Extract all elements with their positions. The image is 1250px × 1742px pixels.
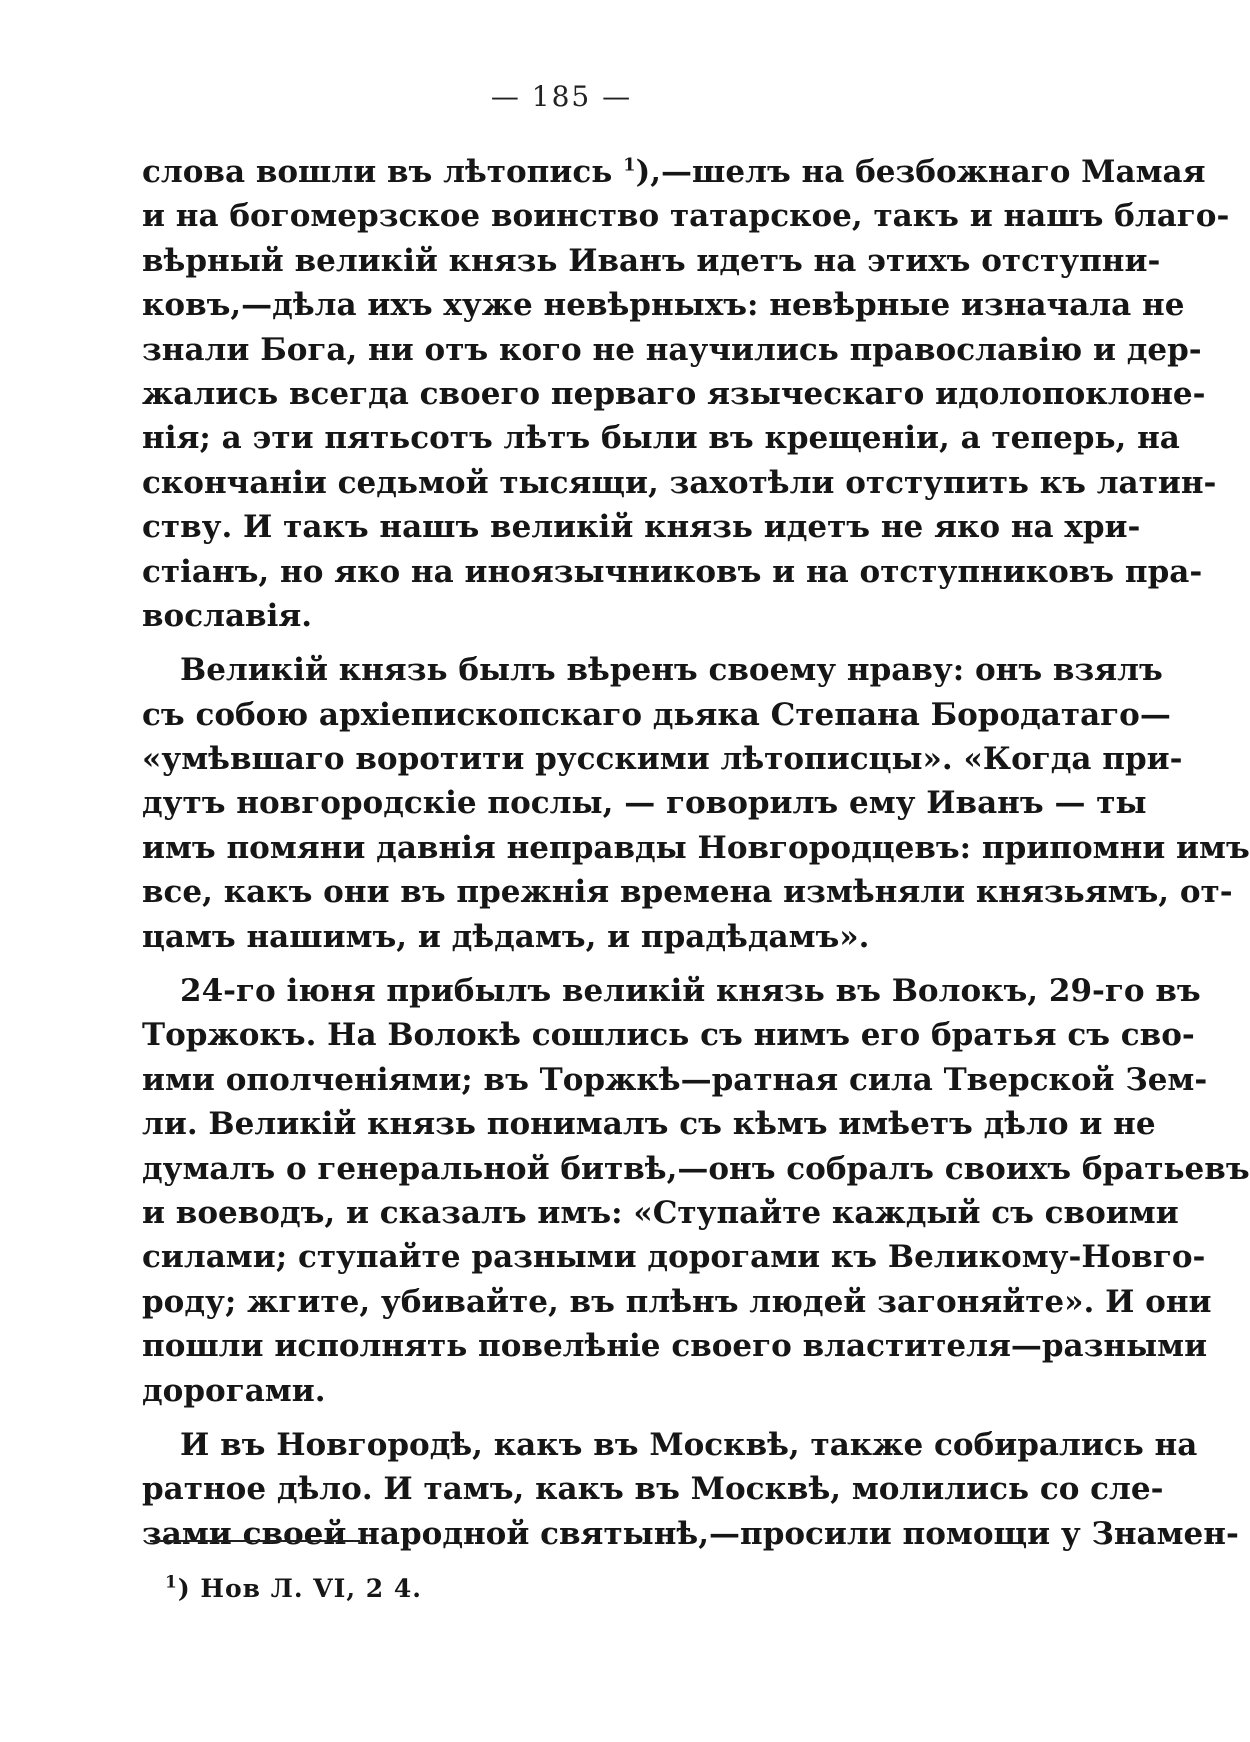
text-line: нія; а эти пятьсотъ лѣтъ были въ крещеніи, а теперь, на — [142, 420, 1180, 457]
text-line: роду; жгите, убивайте, въ плѣнъ людей загоняйте». И они — [142, 1283, 1212, 1320]
text-line: и на богомерзское воинство татарское, такъ и нашъ благо- — [142, 198, 1230, 235]
text-line: все, какъ они въ прежнія времена измѣняли князьямъ, от- — [142, 874, 1233, 911]
text-line: цамъ нашимъ, и дѣдамъ, и прадѣдамъ». — [142, 918, 870, 955]
text-line: думалъ о генеральной битвѣ,—онъ собралъ своихъ братьевъ — [142, 1150, 1250, 1187]
footnote-reference[interactable]: 1 — [623, 154, 636, 176]
text-line: дорогами. — [142, 1372, 326, 1409]
text-line: ратное дѣло. И тамъ, какъ въ Москвѣ, молились со сле- — [142, 1471, 1164, 1508]
paragraph-gap — [142, 1413, 990, 1423]
text-line: имъ помяни давнія неправды Новгородцевъ: припомни имъ — [142, 829, 1250, 866]
text-line: ковъ,—дѣла ихъ хуже невѣрныхъ: невѣрные изначала не — [142, 287, 1185, 324]
text-line: Великій князь былъ вѣренъ своему нраву: онъ взялъ — [180, 652, 1163, 689]
text-line: «умѣвшаго воротити русскими лѣтописцы». «Когда при- — [142, 741, 1183, 778]
text-line: ству. И такъ нашъ великій князь идетъ не яко на хри- — [142, 509, 1141, 546]
text-line: слова вошли въ лѣтопись $^1$),—шелъ на безбожнаго Мамая — [142, 154, 1206, 190]
text-line: вославія. — [142, 597, 313, 634]
footnote-text: ) Нов Л. VI, 2 4. — [177, 1574, 422, 1603]
text-line: пошли исполнять повелѣніе своего властителя—разными — [142, 1328, 1208, 1365]
text-line: и воеводъ, и сказалъ имъ: «Ступайте каждый съ своими — [142, 1194, 1179, 1231]
text-line: И въ Новгородѣ, какъ въ Москвѣ, также собирались на — [180, 1426, 1198, 1463]
paragraph-gap — [142, 638, 990, 648]
page-number: — 185 — — [490, 80, 633, 113]
footnote-mark: 1 — [165, 1572, 178, 1593]
text-line: 24-го іюня прибылъ великій князь въ Волокъ, 29-го въ — [180, 973, 1201, 1010]
text-line: съ собою архіепископскаго дьяка Степана Бородатаго— — [142, 696, 1171, 733]
text-line: Торжокъ. На Волокѣ сошлись съ нимъ его братья съ сво- — [142, 1017, 1195, 1054]
paragraph-gap — [142, 959, 990, 969]
text-line: знали Бога, ни отъ кого не научились православію и дер- — [142, 331, 1202, 368]
text-line: жались всегда своего перваго языческаго идолопоклоне- — [142, 375, 1206, 412]
text-line: дутъ новгородскіе послы, — говорилъ ему Иванъ — ты — [142, 785, 1147, 822]
footnote — [165, 1574, 422, 1603]
footnote-divider — [150, 1540, 360, 1542]
text-line: скончаніи седьмой тысящи, захотѣли отступить къ латин- — [142, 464, 1217, 501]
text-line: вѣрный великій князь Иванъ идетъ на этихъ отступни- — [142, 242, 1161, 279]
text-line: стіанъ, но яко на иноязычниковъ и на отступниковъ пра- — [142, 553, 1203, 590]
text-line: ли. Великій князь понималъ съ кѣмъ имѣетъ дѣло и не — [142, 1106, 1156, 1143]
body-text — [142, 150, 1250, 1556]
text-line: зами своей народной святынѣ,—просили помощи у Знамен- — [142, 1515, 1239, 1552]
text-line: ими ополченіями; въ Торжкѣ—ратная сила Тверской Зем- — [142, 1061, 1208, 1098]
text-line: силами; ступайте разными дорогами къ Великому-Новго- — [142, 1239, 1206, 1276]
